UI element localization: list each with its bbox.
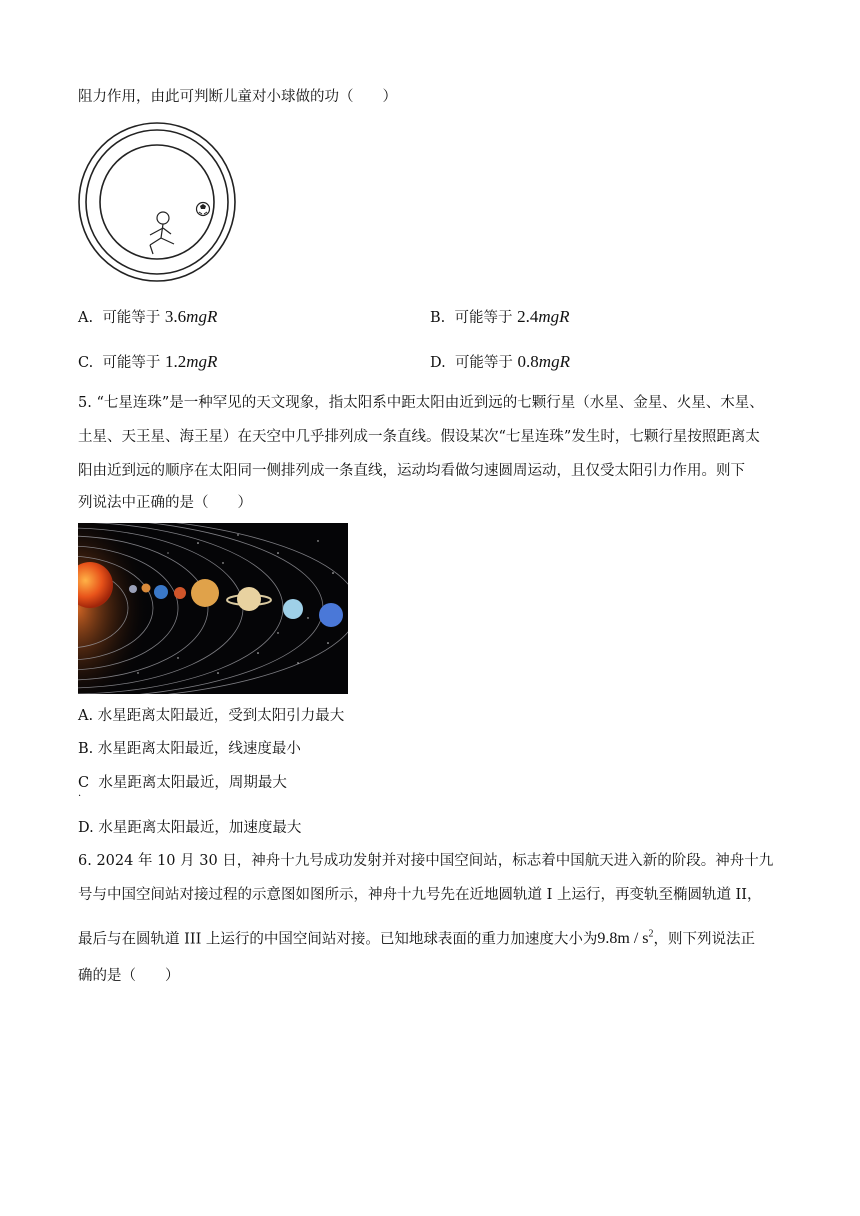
q5-option-c-dot: · — [78, 791, 82, 802]
q6-stem-line-1: 6. 2024 年 10 月 30 日，神舟十九号成功发射并对接中国空间站，标志着中国航天进入新的阶段。神舟十九 — [78, 853, 774, 869]
q5-stem-line-1: 5. “七星连珠”是一种罕见的天文现象，指太阳系中距太阳由近到远的七颗行星（水星、金星、火星、木星、 — [78, 395, 764, 411]
loop-track-icon — [78, 120, 238, 285]
q5-stem-line-3: 阳由近到远的顺序在太阳同一侧排列成一条直线，运动均看做匀速圆周运动，且仅受太阳引力作用。则下 — [78, 463, 745, 479]
q5-stem-line-4: 列说法中正确的是（ ） — [78, 495, 252, 511]
q4-option-d[interactable]: D. 可能等于 0.8mgR — [430, 352, 570, 371]
q6-stem-line-3: 最后与在圆轨道 III 上运行的中国空间站对接。已知地球表面的重力加速度大小为$9.8m / s^2$，则下列说法正 — [78, 929, 756, 948]
q6-stem-line-2: 号与中国空间站对接过程的示意图如图所示，神舟十九号先在近地圆轨道 I 上运行，再变轨至椭圆轨道 II， — [78, 887, 762, 903]
loop-track-child-ball-figure — [78, 120, 238, 289]
q5-option-c[interactable]: C 水星距离太阳最近，周期最大 — [78, 775, 287, 791]
q4-stem-tail: 阻力作用，由此可判断儿童对小球做的功（ ） — [78, 89, 397, 105]
q4-option-c[interactable]: C. 可能等于 1.2mgR — [78, 352, 218, 371]
solar-system-image — [78, 523, 348, 698]
q5-stem-line-2: 土星、天王星、海王星）在天空中几乎排列成一条直线。假设某次“七星连珠”发生时，七颗行星按照距离太 — [78, 429, 760, 445]
q4-option-b[interactable]: B. 可能等于 2.4mgR — [430, 307, 570, 326]
q4-option-a[interactable]: A. 可能等于 3.6mgR — [78, 307, 218, 326]
q6-stem-line-4: 确的是（ ） — [78, 968, 180, 984]
q5-option-b[interactable]: B. 水星距离太阳最近，线速度最小 — [78, 741, 301, 757]
q5-option-a[interactable]: A. 水星距离太阳最近，受到太阳引力最大 — [78, 708, 345, 724]
q5-option-d[interactable]: D. 水星距离太阳最近，加速度最大 — [78, 820, 302, 836]
